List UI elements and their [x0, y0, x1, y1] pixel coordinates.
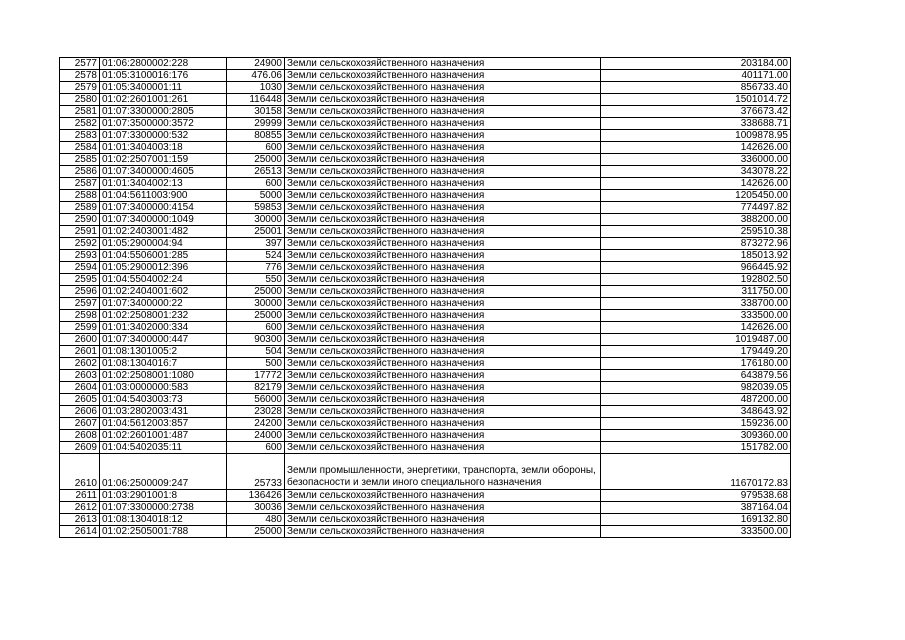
area-cell: 480 — [227, 514, 285, 526]
table-row — [60, 394, 791, 406]
cadastral-number-cell: 01:07:3400000:4154 — [100, 202, 227, 214]
row-number-cell: 2613 — [60, 514, 100, 526]
land-category-cell: Земли сельскохозяйственного назначения — [285, 526, 601, 538]
land-category-cell: Земли сельскохозяйственного назначения — [285, 514, 601, 526]
land-category-cell: Земли сельскохозяйственного назначения — [285, 250, 601, 262]
row-number-cell: 2611 — [60, 490, 100, 502]
area-cell: 5000 — [227, 190, 285, 202]
area-cell: 600 — [227, 178, 285, 190]
cadastral-value-cell: 348643.92 — [601, 406, 791, 418]
table-body — [60, 58, 791, 538]
cadastral-number-cell: 01:05:3400001:11 — [100, 82, 227, 94]
row-number-cell: 2580 — [60, 94, 100, 106]
cadastral-number-cell: 01:01:3404002:13 — [100, 178, 227, 190]
area-cell: 29999 — [227, 118, 285, 130]
land-category-cell: Земли сельскохозяйственного назначения — [285, 130, 601, 142]
land-category-cell: Земли сельскохозяйственного назначения — [285, 106, 601, 118]
cadastral-number-cell: 01:08:1304016:7 — [100, 358, 227, 370]
table-row — [60, 310, 791, 322]
land-category-cell: Земли сельскохозяйственного назначения — [285, 202, 601, 214]
cadastral-number-cell: 01:07:3300000:2738 — [100, 502, 227, 514]
area-cell: 600 — [227, 322, 285, 334]
land-category-cell: Земли сельскохозяйственного назначения — [285, 190, 601, 202]
cadastral-value-cell: 142626.00 — [601, 142, 791, 154]
land-category-cell: Земли сельскохозяйственного назначения — [285, 334, 601, 346]
table-row — [60, 190, 791, 202]
table-row — [60, 70, 791, 82]
table-row — [60, 250, 791, 262]
land-category-cell: Земли сельскохозяйственного назначения — [285, 82, 601, 94]
land-category-cell: Земли сельскохозяйственного назначения — [285, 346, 601, 358]
row-number-cell: 2614 — [60, 526, 100, 538]
cadastral-value-cell: 966445.92 — [601, 262, 791, 274]
land-category-cell: Земли сельскохозяйственного назначения — [285, 394, 601, 406]
cadastral-value-cell: 336000.00 — [601, 154, 791, 166]
cadastral-value-cell: 487200.00 — [601, 394, 791, 406]
row-number-cell: 2596 — [60, 286, 100, 298]
row-number-cell: 2604 — [60, 382, 100, 394]
table-row — [60, 346, 791, 358]
row-number-cell: 2588 — [60, 190, 100, 202]
table-row — [60, 226, 791, 238]
area-cell: 500 — [227, 358, 285, 370]
cadastral-value-cell: 259510.38 — [601, 226, 791, 238]
land-category-cell: Земли сельскохозяйственного назначения — [285, 70, 601, 82]
table-row — [60, 418, 791, 430]
row-number-cell: 2584 — [60, 142, 100, 154]
row-number-cell: 2585 — [60, 154, 100, 166]
area-cell: 550 — [227, 274, 285, 286]
table-row — [60, 514, 791, 526]
cadastral-value-cell: 151782.00 — [601, 442, 791, 454]
land-category-cell: Земли сельскохозяйственного назначения — [285, 238, 601, 250]
row-number-cell: 2610 — [60, 454, 100, 490]
row-number-cell: 2609 — [60, 442, 100, 454]
area-cell: 25001 — [227, 226, 285, 238]
area-cell: 24200 — [227, 418, 285, 430]
cadastral-number-cell: 01:01:3402000:334 — [100, 322, 227, 334]
cadastral-value-cell: 387164.04 — [601, 502, 791, 514]
area-cell: 24000 — [227, 430, 285, 442]
area-cell: 17772 — [227, 370, 285, 382]
row-number-cell: 2599 — [60, 322, 100, 334]
cadastral-value-cell: 643879.56 — [601, 370, 791, 382]
cadastral-value-cell: 388200.00 — [601, 214, 791, 226]
cadastral-value-cell: 982039.05 — [601, 382, 791, 394]
area-cell: 600 — [227, 142, 285, 154]
cadastral-number-cell: 01:02:2601001:261 — [100, 94, 227, 106]
table-row — [60, 202, 791, 214]
area-cell: 116448 — [227, 94, 285, 106]
area-cell: 80855 — [227, 130, 285, 142]
land-category-cell: Земли сельскохозяйственного назначения — [285, 142, 601, 154]
cadastral-value-cell: 159236.00 — [601, 418, 791, 430]
table-row — [60, 358, 791, 370]
cadastral-number-cell: 01:08:1301005:2 — [100, 346, 227, 358]
cadastral-value-cell: 333500.00 — [601, 526, 791, 538]
cadastral-number-cell: 01:07:3400000:4605 — [100, 166, 227, 178]
table-row — [60, 370, 791, 382]
table-row — [60, 118, 791, 130]
row-number-cell: 2581 — [60, 106, 100, 118]
row-number-cell: 2587 — [60, 178, 100, 190]
row-number-cell: 2602 — [60, 358, 100, 370]
cadastral-number-cell: 01:04:5403003:73 — [100, 394, 227, 406]
area-cell: 30000 — [227, 214, 285, 226]
cadastral-number-cell: 01:08:1304018:12 — [100, 514, 227, 526]
cadastral-value-cell: 401171.00 — [601, 70, 791, 82]
cadastral-value-cell: 1019487.00 — [601, 334, 791, 346]
table-row — [60, 526, 791, 538]
row-number-cell: 2612 — [60, 502, 100, 514]
land-category-cell: Земли сельскохозяйственного назначения — [285, 262, 601, 274]
cadastral-value-cell: 979538.68 — [601, 490, 791, 502]
row-number-cell: 2605 — [60, 394, 100, 406]
land-category-cell: Земли сельскохозяйственного назначения — [285, 502, 601, 514]
land-category-cell: Земли сельскохозяйственного назначения — [285, 418, 601, 430]
land-category-cell: Земли сельскохозяйственного назначения — [285, 214, 601, 226]
cadastral-number-cell: 01:03:2802003:431 — [100, 406, 227, 418]
cadastral-value-cell: 774497.82 — [601, 202, 791, 214]
cadastral-number-cell: 01:02:2601001:487 — [100, 430, 227, 442]
area-cell: 25000 — [227, 310, 285, 322]
land-category-cell: Земли сельскохозяйственного назначения — [285, 154, 601, 166]
row-number-cell: 2589 — [60, 202, 100, 214]
row-number-cell: 2591 — [60, 226, 100, 238]
cadastral-value-cell: 343078.22 — [601, 166, 791, 178]
area-cell: 56000 — [227, 394, 285, 406]
row-number-cell: 2579 — [60, 82, 100, 94]
land-category-cell: Земли сельскохозяйственного назначения — [285, 166, 601, 178]
table-row — [60, 82, 791, 94]
area-cell: 25733 — [227, 454, 285, 490]
table-row — [60, 154, 791, 166]
cadastral-number-cell: 01:06:2800002:228 — [100, 58, 227, 70]
table-row — [60, 322, 791, 334]
area-cell: 82179 — [227, 382, 285, 394]
table-row — [60, 130, 791, 142]
cadastral-number-cell: 01:02:2403001:482 — [100, 226, 227, 238]
area-cell: 90300 — [227, 334, 285, 346]
area-cell: 136426 — [227, 490, 285, 502]
land-category-cell: Земли сельскохозяйственного назначения — [285, 298, 601, 310]
table-row — [60, 502, 791, 514]
cadastral-value-cell: 1205450.00 — [601, 190, 791, 202]
row-number-cell: 2594 — [60, 262, 100, 274]
land-category-cell: Земли сельскохозяйственного назначения — [285, 118, 601, 130]
area-cell: 476.06 — [227, 70, 285, 82]
cadastral-value-cell: 309360.00 — [601, 430, 791, 442]
area-cell: 25000 — [227, 526, 285, 538]
table-row — [60, 58, 791, 70]
cadastral-value-cell: 11670172.83 — [601, 454, 791, 490]
row-number-cell: 2606 — [60, 406, 100, 418]
cadastral-value-cell: 203184.00 — [601, 58, 791, 70]
land-category-cell: Земли сельскохозяйственного назначения — [285, 94, 601, 106]
row-number-cell: 2583 — [60, 130, 100, 142]
land-category-cell: Земли промышленности, энергетики, транспорта, земли обороны, безопасности и земли иного специального назначения — [285, 454, 601, 490]
cadastral-number-cell: 01:02:2508001:232 — [100, 310, 227, 322]
row-number-cell: 2595 — [60, 274, 100, 286]
area-cell: 25000 — [227, 286, 285, 298]
cadastral-value-cell: 338688.71 — [601, 118, 791, 130]
row-number-cell: 2586 — [60, 166, 100, 178]
cadastral-number-cell: 01:04:5506001:285 — [100, 250, 227, 262]
cadastral-number-cell: 01:04:5611003:900 — [100, 190, 227, 202]
cadastral-number-cell: 01:07:3400000:22 — [100, 298, 227, 310]
cadastral-value-cell: 338700.00 — [601, 298, 791, 310]
row-number-cell: 2597 — [60, 298, 100, 310]
table-row — [60, 430, 791, 442]
cadastral-number-cell: 01:07:3300000:532 — [100, 130, 227, 142]
area-cell: 1030 — [227, 82, 285, 94]
cadastral-number-cell: 01:04:5612003:857 — [100, 418, 227, 430]
area-cell: 25000 — [227, 154, 285, 166]
row-number-cell: 2578 — [60, 70, 100, 82]
land-category-cell: Земли сельскохозяйственного назначения — [285, 178, 601, 190]
table-row — [60, 298, 791, 310]
table-row — [60, 106, 791, 118]
table-row — [60, 262, 791, 274]
cadastral-value-cell: 179449.20 — [601, 346, 791, 358]
area-cell: 23028 — [227, 406, 285, 418]
land-category-cell: Земли сельскохозяйственного назначения — [285, 442, 601, 454]
row-number-cell: 2592 — [60, 238, 100, 250]
cadastral-number-cell: 01:02:2507001:159 — [100, 154, 227, 166]
land-category-cell: Земли сельскохозяйственного назначения — [285, 58, 601, 70]
area-cell: 30036 — [227, 502, 285, 514]
land-category-cell: Земли сельскохозяйственного назначения — [285, 406, 601, 418]
table-row — [60, 442, 791, 454]
cadastral-value-cell: 333500.00 — [601, 310, 791, 322]
area-cell: 397 — [227, 238, 285, 250]
land-category-cell: Земли сельскохозяйственного назначения — [285, 286, 601, 298]
table-row — [60, 334, 791, 346]
land-category-cell: Земли сельскохозяйственного назначения — [285, 274, 601, 286]
row-number-cell: 2603 — [60, 370, 100, 382]
cadastral-value-cell: 192802.50 — [601, 274, 791, 286]
cadastral-value-cell: 176180.00 — [601, 358, 791, 370]
cadastral-value-cell: 169132.80 — [601, 514, 791, 526]
area-cell: 524 — [227, 250, 285, 262]
area-cell: 24900 — [227, 58, 285, 70]
land-category-cell: Земли сельскохозяйственного назначения — [285, 430, 601, 442]
cadastral-value-cell: 873272.96 — [601, 238, 791, 250]
table-row — [60, 382, 791, 394]
cadastral-value-cell: 376673.42 — [601, 106, 791, 118]
cadastral-value-cell: 311750.00 — [601, 286, 791, 298]
area-cell: 504 — [227, 346, 285, 358]
cadastral-number-cell: 01:03:2901001:8 — [100, 490, 227, 502]
cadastral-value-cell: 1009878.95 — [601, 130, 791, 142]
land-category-cell: Земли сельскохозяйственного назначения — [285, 358, 601, 370]
cadastral-number-cell: 01:02:2404001:602 — [100, 286, 227, 298]
row-number-cell: 2577 — [60, 58, 100, 70]
row-number-cell: 2607 — [60, 418, 100, 430]
cadastral-value-cell: 1501014.72 — [601, 94, 791, 106]
cadastral-number-cell: 01:05:2900012:396 — [100, 262, 227, 274]
cadastral-number-cell: 01:06:2500009:247 — [100, 454, 227, 490]
cadastral-number-cell: 01:04:5504002:24 — [100, 274, 227, 286]
table-row — [60, 454, 791, 490]
cadastral-number-cell: 01:04:5402035:11 — [100, 442, 227, 454]
cadastral-value-cell: 142626.00 — [601, 178, 791, 190]
cadastral-number-cell: 01:07:3300000:2805 — [100, 106, 227, 118]
area-cell: 26513 — [227, 166, 285, 178]
table-row — [60, 286, 791, 298]
cadastral-number-cell: 01:07:3400000:1049 — [100, 214, 227, 226]
table-row — [60, 490, 791, 502]
row-number-cell: 2600 — [60, 334, 100, 346]
land-category-cell: Земли сельскохозяйственного назначения — [285, 382, 601, 394]
table-row — [60, 238, 791, 250]
table-row — [60, 406, 791, 418]
row-number-cell: 2582 — [60, 118, 100, 130]
cadastral-number-cell: 01:01:3404003:18 — [100, 142, 227, 154]
cadastral-number-cell: 01:05:3100016:176 — [100, 70, 227, 82]
land-category-cell: Земли сельскохозяйственного назначения — [285, 310, 601, 322]
cadastral-value-cell: 185013.92 — [601, 250, 791, 262]
area-cell: 600 — [227, 442, 285, 454]
land-category-cell: Земли сельскохозяйственного назначения — [285, 322, 601, 334]
row-number-cell: 2608 — [60, 430, 100, 442]
cadastral-number-cell: 01:02:2505001:788 — [100, 526, 227, 538]
area-cell: 30158 — [227, 106, 285, 118]
cadastral-number-cell: 01:02:2508001:1080 — [100, 370, 227, 382]
table-row — [60, 214, 791, 226]
cadastral-number-cell: 01:05:2900004:94 — [100, 238, 227, 250]
cadastral-number-cell: 01:03:0000000:583 — [100, 382, 227, 394]
row-number-cell: 2590 — [60, 214, 100, 226]
land-category-cell: Земли сельскохозяйственного назначения — [285, 370, 601, 382]
area-cell: 776 — [227, 262, 285, 274]
row-number-cell: 2598 — [60, 310, 100, 322]
land-category-cell: Земли сельскохозяйственного назначения — [285, 490, 601, 502]
row-number-cell: 2601 — [60, 346, 100, 358]
cadastral-value-cell: 856733.40 — [601, 82, 791, 94]
area-cell: 59853 — [227, 202, 285, 214]
document-page — [59, 57, 791, 538]
area-cell: 30000 — [227, 298, 285, 310]
land-category-cell: Земли сельскохозяйственного назначения — [285, 226, 601, 238]
cadastral-number-cell: 01:07:3500000:3572 — [100, 118, 227, 130]
table-row — [60, 142, 791, 154]
cadastral-number-cell: 01:07:3400000:447 — [100, 334, 227, 346]
land-plots-table — [59, 57, 791, 538]
row-number-cell: 2593 — [60, 250, 100, 262]
table-row — [60, 178, 791, 190]
cadastral-value-cell: 142626.00 — [601, 322, 791, 334]
table-row — [60, 274, 791, 286]
table-row — [60, 166, 791, 178]
table-row — [60, 94, 791, 106]
